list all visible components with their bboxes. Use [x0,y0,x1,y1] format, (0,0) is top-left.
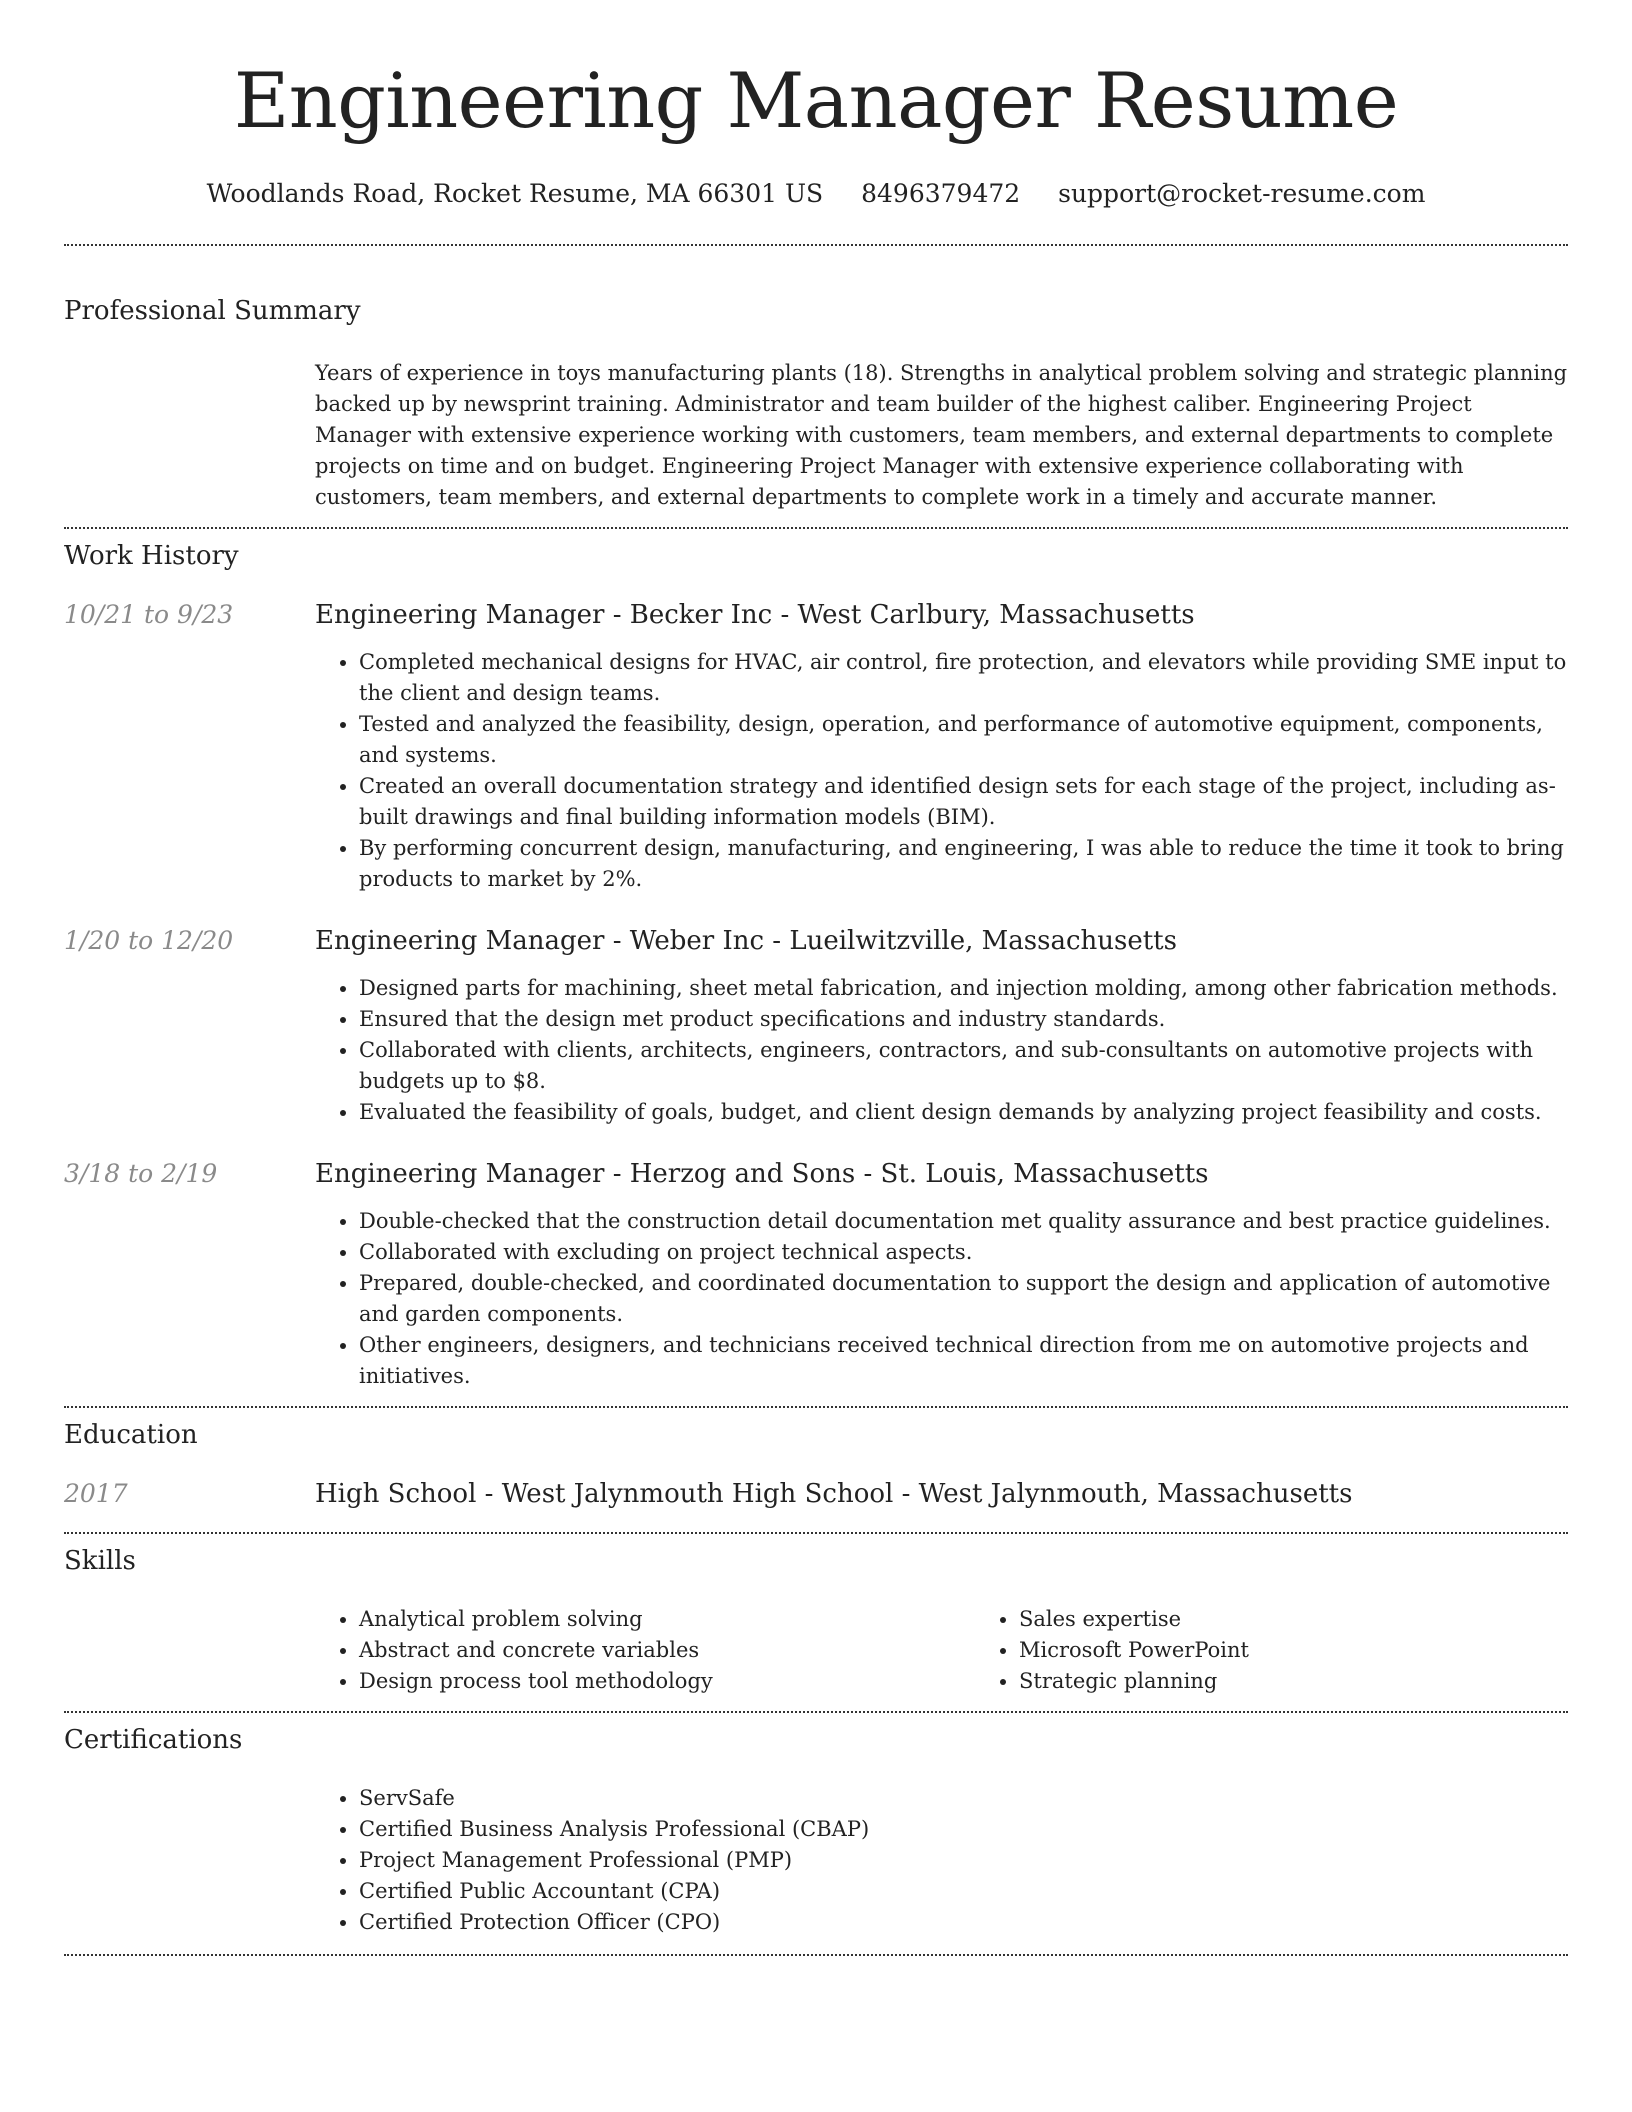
list-item: • Tested and analyzed the feasibility, design, operation, and performance of automotive equipment, components, and systems. [359,709,1568,771]
contact-email: support@rocket-resume.com [1058,179,1426,208]
section-title-certifications: Certifications [64,1725,243,1755]
section-education [64,1408,1568,1532]
job-entry [64,599,1568,895]
job-dates: 3/18 to 2/19 [64,1159,218,1188]
job-bullets [315,647,1568,895]
list-item: • Abstract and concrete variables [359,1635,975,1666]
section-divider [64,1954,1568,1956]
section-work-history [64,529,1568,1406]
section-title-education: Education [64,1420,198,1450]
job-title: Engineering Manager - Weber Inc - Lueilwitzville, Massachusetts [315,926,1177,956]
list-item: • Design process tool methodology [359,1666,975,1697]
contact-address: Woodlands Road, Rocket Resume, MA 66301 US [206,179,824,208]
list-item: • Ensured that the design met product specifications and industry standards. [359,1004,1568,1035]
list-item: • Analytical problem solving [359,1604,975,1635]
list-item: • Certified Protection Officer (CPO) [359,1907,1568,1938]
list-item: • Collaborated with clients, architects, engineers, contractors, and sub-consultants on automotive projects with budgets up to $8. [359,1035,1568,1097]
list-item: • Sales expertise [1019,1604,1568,1635]
list-item: • Prepared, double-checked, and coordinated documentation to support the design and application of automotive and garden components. [359,1268,1568,1330]
section-title-work: Work History [64,541,239,571]
list-item: • Designed parts for machining, sheet metal fabrication, and injection molding, among other fabrication methods. [359,973,1568,1004]
certifications-bullets [315,1783,1568,1938]
skills-grid [64,1604,1568,1697]
list-item: • Certified Business Analysis Professional (CBAP) [359,1814,1568,1845]
list-item: • ServSafe [359,1783,1568,1814]
section-certifications [64,1713,1568,1954]
list-item: • Certified Public Accountant (CPA) [359,1876,1568,1907]
job-title: Engineering Manager - Herzog and Sons - St. Louis, Massachusetts [315,1159,1209,1189]
certifications-list [64,1783,1568,1938]
job-entry [64,925,1568,1128]
job-bullets [315,1206,1568,1392]
page-title: Engineering Manager Resume [233,56,1399,145]
education-title: High School - West Jalynmouth High School - West Jalynmouth, Massachusetts [315,1479,1353,1509]
job-entry [64,1158,1568,1392]
job-title: Engineering Manager - Becker Inc - West Carlbury, Massachusetts [315,600,1195,630]
list-item: • Microsoft PowerPoint [1019,1635,1568,1666]
list-item: • Double-checked that the construction detail documentation met quality assurance and best practice guidelines. [359,1206,1568,1237]
education-dates: 2017 [64,1479,128,1508]
list-item: • Completed mechanical designs for HVAC, air control, fire protection, and elevators while providing SME input to the client and design teams. [359,647,1568,709]
list-item: • Other engineers, designers, and technicians received technical direction from me on automotive projects and initiatives. [359,1330,1568,1392]
job-dates: 1/20 to 12/20 [64,926,234,955]
section-skills [64,1534,1568,1711]
resume-header [64,0,1568,210]
list-item: • Strategic planning [1019,1666,1568,1697]
skills-list-right [975,1604,1568,1697]
contact-phone: 8496379472 [861,179,1021,208]
section-title-skills: Skills [64,1546,136,1576]
list-item: • By performing concurrent design, manufacturing, and engineering, I was able to reduce the time it took to bring products to market by 2%. [359,833,1568,895]
skills-list-left [315,1604,975,1697]
summary-text: Years of experience in toys manufacturing plants (18). Strengths in analytical problem solving and strategic planning backed up by newsprint training. Administrator and team builder of the highest caliber. Engineering Project Manager with extensive experience working with customers, team members, and external departments to complete projects on time and on budget. Engineering Project Manager with extensive experience collaborating with customers, team members, and external departments to complete work in a timely and accurate manner. [315,361,1568,509]
section-professional-summary [64,246,1568,527]
education-entry [64,1478,1568,1510]
job-bullets [315,973,1568,1128]
list-item: • Collaborated with excluding on project technical aspects. [359,1237,1568,1268]
contact-line [64,178,1568,210]
list-item: • Project Management Professional (PMP) [359,1845,1568,1876]
list-item: • Created an overall documentation strategy and identified design sets for each stage of the project, including as-built drawings and final building information models (BIM). [359,771,1568,833]
list-item: • Evaluated the feasibility of goals, budget, and client design demands by analyzing project feasibility and costs. [359,1097,1568,1128]
section-title-summary: Professional Summary [64,296,361,326]
job-dates: 10/21 to 9/23 [64,600,234,629]
